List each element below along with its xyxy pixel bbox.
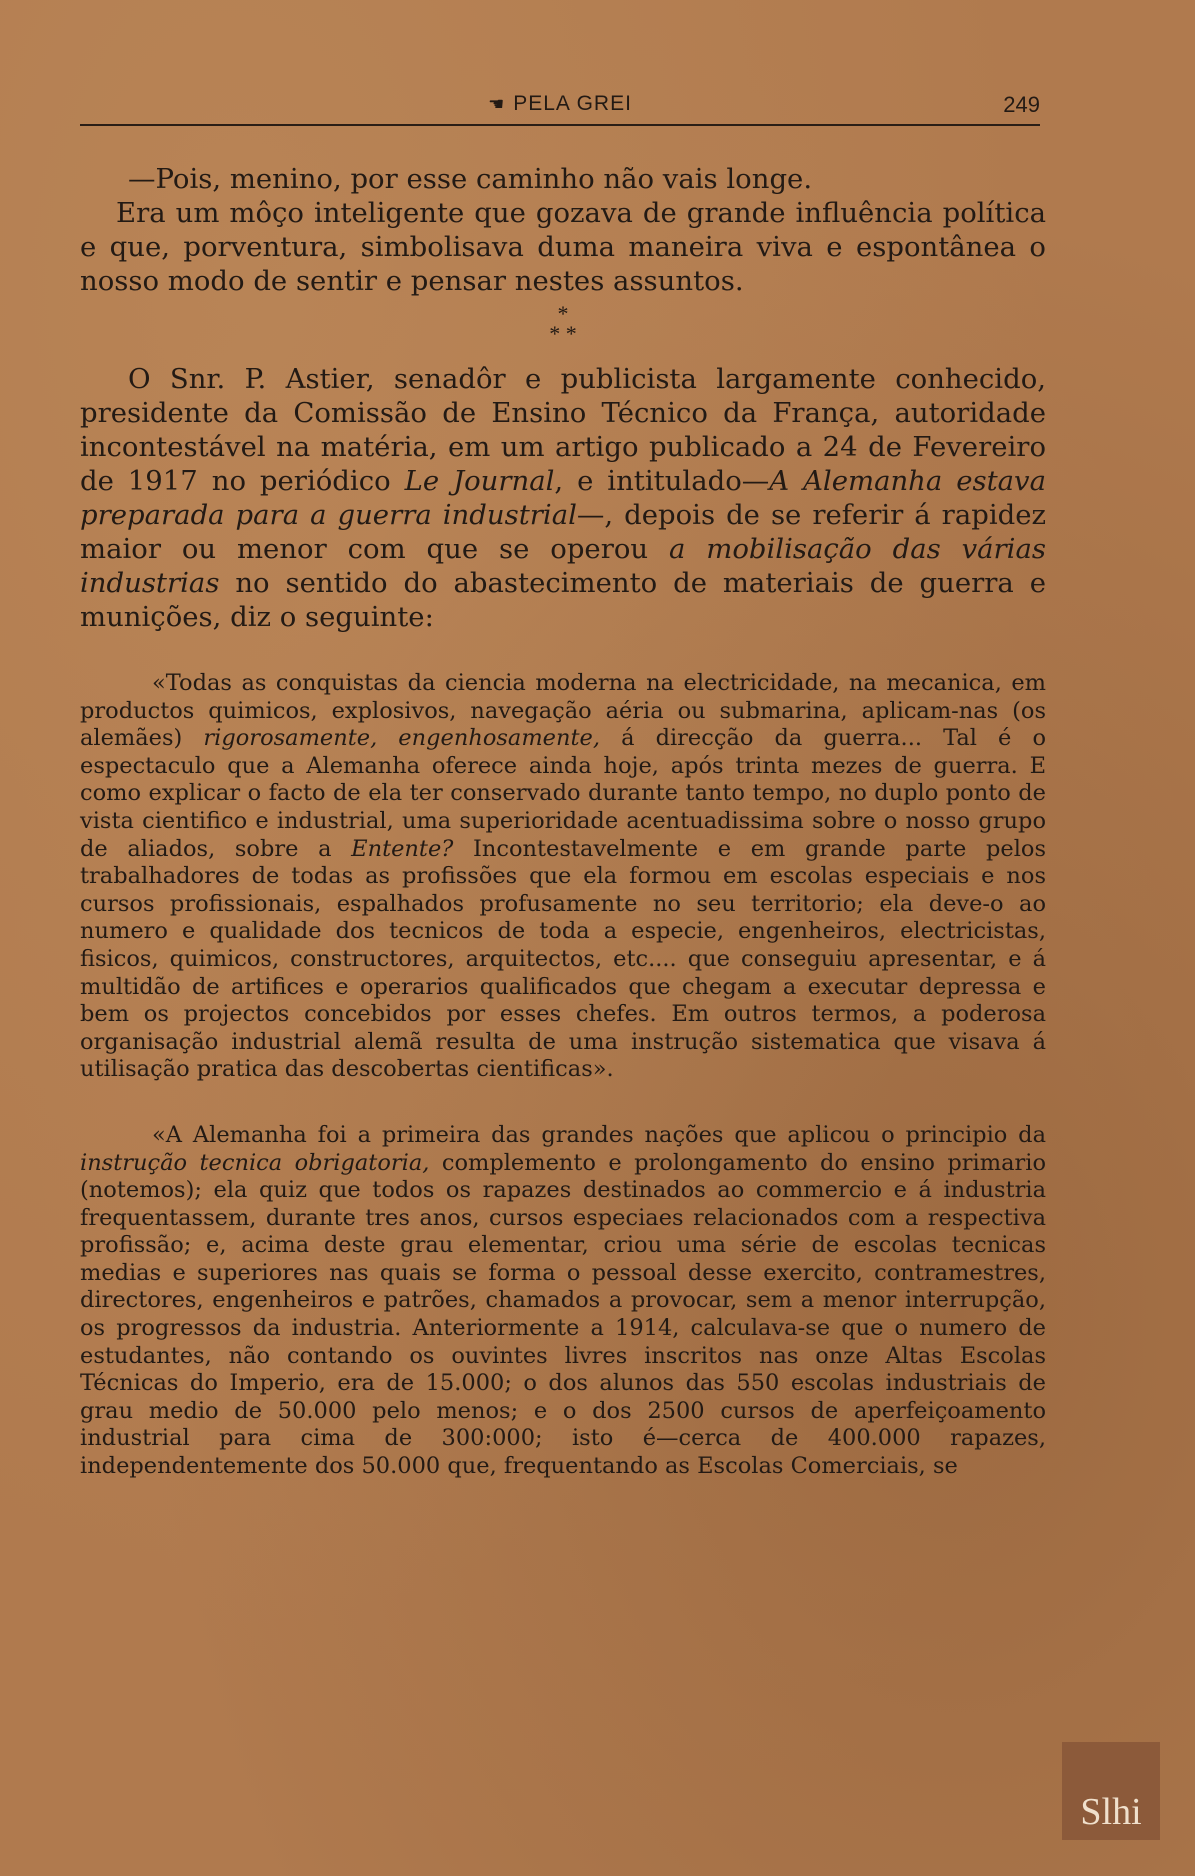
paragraph-portrait: Era um môço inteligente que gozava de grande influência política e que, porventura, simbolisava duma maneira viva e espontânea o nosso modo de sentir e pensar nestes assuntos. [80,197,1046,297]
quotation-1 [80,670,1046,1084]
italic-run: rigorosamente, engenhosamente, [203,725,600,752]
text-run: Incontestavelmente e em grande parte pelos trabalhadores de todas as profissões que ela formou em escolas especiais e nos cursos profissionais, espalhados profusamente no seu territorio; ela deve-o ao numero e qualidade dos tecnicos de toda a especie, engenheiros, electricistas, fisicos, quimicos, constructores, arquitectos, etc.... que conseguiu apresentar, e á multidão de artifices e operarios qualificados que chegam a executar depressa e bem os projectos concebidos por esses chefes. Em outros termos, a poderosa organisação industrial alemã resulta de uma instrução sistematica que visava á utilisação pratica das descobertas cientificas». [80,835,1046,1083]
main-text [80,162,1046,1481]
running-head [80,88,1040,126]
text-run: «Todas as conquistas da ciencia moderna na electricidade, na mecanica, em productos quimicos, explosivos, navegação aéria ou submarina, aplicam-nas (os alemães) [80,670,1046,752]
pointing-hand-icon: ☚ [488,94,506,114]
text-run: no sentido do abastecimento de materiais de guerra e munições, diz o seguinte: [80,567,1046,633]
text-run: , e intitulado— [554,465,770,497]
spacer [80,634,1046,670]
italic-run: A Alemanha estava preparada para a guerra industrial [80,465,1046,531]
text-run: complemento e prolongamento do ensino primario (notemos); ela quiz que todos os rapazes destinados ao commercio e á industria frequentassem, durante tres anos, cursos especiaes relacionados com a respectiva profissão; e, acima deste grau elementar, criou uma série de escolas tecnicas medias e superiores nas quais se forma o pessoal desse exercito, contramestres, directores, engenheiros e patrões, chamados a provocar, sem a menor interrupção, os progressos da industria. Anteriormente a 1914, calculava-se que o numero de estudantes, não contando os ouvintes livres inscritos nas onze Altas Escolas Técnicas do Imperio, era de 15.000; o dos alunos das 550 escolas industriais de grau medio de 50.000 pelo menos; e o dos 2500 cursos de aperfeiçoamento industrial para cima de 300:000; isto é—cerca de 400.000 rapazes, independentemente dos 50.000 que, frequentando as Escolas Comerciais, se [80,1149,1047,1480]
paragraph-dialogue: —Pois, menino, por esse caminho não vais longe. [128,163,813,195]
italic-run: Entente? [351,835,454,862]
running-title [80,92,1040,116]
asterism-bottom: * * [549,321,577,346]
running-title-text: PELA GREI [513,92,632,115]
section-separator [80,301,1046,346]
text-run: «A Alemanha foi a primeira das grandes nações que aplicou o principio da [152,1121,1046,1148]
library-stamp: Slhi [1062,1742,1160,1840]
italic-run: a mobilisação das várias industrias [80,533,1046,599]
text-run: —, depois de se referir á rapidez maior ou menor com que se operou [80,499,1046,565]
text-run: á direcção da guerra... Tal é o espectaculo que a Alemanha oferece ainda hoje, após trinta mezes de guerra. E como explicar o facto de ela ter conservado durante tanto tempo, no duplo ponto de vista cientifico e industrial, uma superioridade acentuadissima sobre o nosso grupo de aliados, sobre a [80,725,1046,862]
asterism-top: * [557,301,569,326]
italic-run: instrução tecnica obrigatoria, [80,1149,430,1176]
text-run: O Snr. P. Astier, senadôr e publicista largamente conhecido, presidente da Comissão de Ensino Técnico da França, autoridade incontestável na matéria, em um artigo publicado a 24 de Fevereiro de 1917 no periódico [80,363,1046,497]
italic-run: Le Journal [404,465,555,497]
quotation-2 [80,1122,1046,1481]
page-number: 249 [1003,92,1040,117]
spacer [80,1084,1046,1122]
paragraph-astier [80,362,1046,634]
